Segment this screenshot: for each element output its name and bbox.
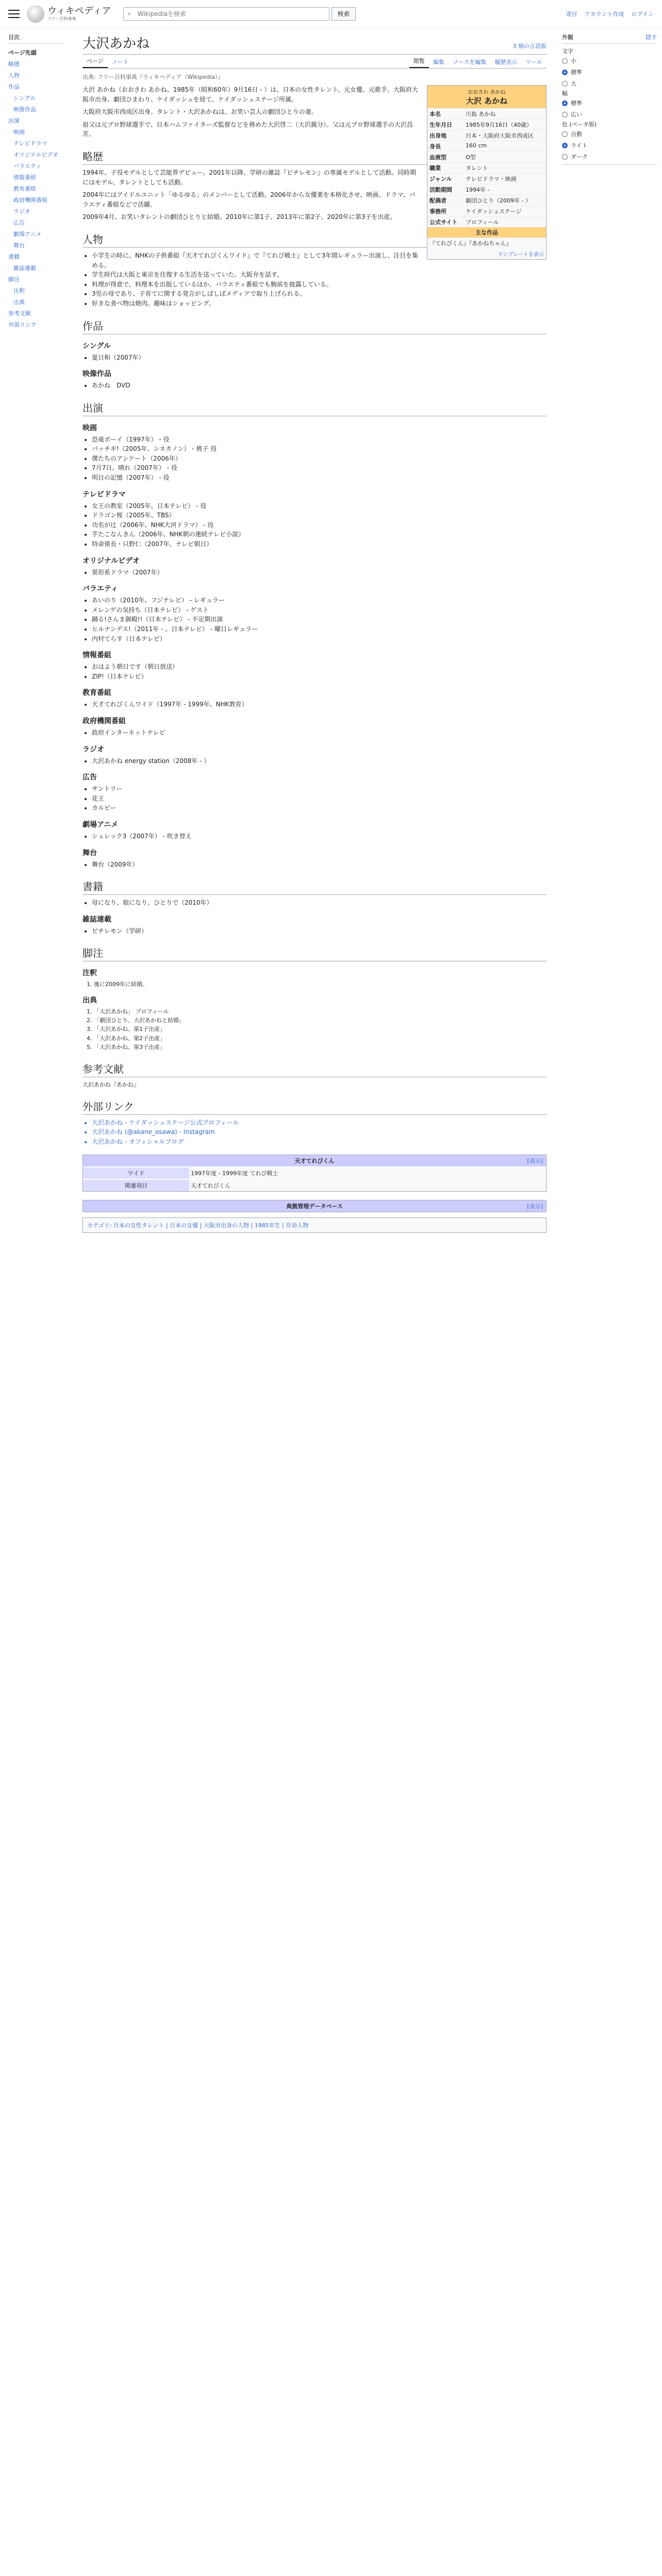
infobox-value: 劇団ひとり（2009年 - ） <box>466 197 531 204</box>
list-item: • 夏日和（2007年） <box>92 353 547 363</box>
bullet-list <box>92 501 547 549</box>
citation-item[interactable]: 5. 「大沢あかね、第3子出産」 <box>94 1043 547 1052</box>
list-item: • 踊る!さんま御殿!!（日本テレビ） - 不定期出演 <box>92 615 547 624</box>
infobox-key: 出身地 <box>429 132 446 139</box>
list-item: • 小学生の時に、NHKの子供番組『天才てれびくんワイド』で『てれび戦士』として3年間レギュラー出演し、注目を集める。 <box>92 251 547 270</box>
list-item: • おはよう朝日です（朝日放送） <box>92 662 547 672</box>
list-item: • 女王の教室（2005年、日本テレビ） - 役 <box>92 501 547 511</box>
subsection-heading: シングル <box>82 342 111 350</box>
list-item: • 舞台（2009年） <box>92 860 547 870</box>
list-item: • あかね DVD <box>92 381 547 391</box>
bullet-list <box>92 435 547 483</box>
list-item: • サントリー <box>92 784 547 794</box>
radio-option[interactable] <box>562 78 657 89</box>
infobox-value: ケイダッシュステージ <box>466 208 522 215</box>
infobox-value: 1985年9月16日（40歳） <box>466 122 532 128</box>
infobox-key: 配偶者 <box>429 197 446 204</box>
infobox-value: 160 cm <box>466 142 487 149</box>
radio-button[interactable] <box>562 143 568 148</box>
option-group-label: 幅 <box>562 90 568 97</box>
bullet-list <box>92 353 547 363</box>
search-form <box>123 7 355 21</box>
tab-read[interactable]: 閲覧 <box>409 55 429 68</box>
infobox-key: 本名 <box>429 111 441 117</box>
radio-button[interactable] <box>562 154 568 160</box>
infobox-row <box>427 119 546 130</box>
list-item: • 天才てれびくんワイド（1997年 - 1999年、NHK教育） <box>92 700 547 709</box>
list-item: • ヒルナンデス!（2011年 - 、日本テレビ） - 曜日レギュラー <box>92 624 547 634</box>
wikipedia-globe-icon <box>27 5 44 23</box>
radio-label: 大 <box>571 80 576 87</box>
bullet-list <box>92 784 547 813</box>
section-heading: 脚注 <box>82 945 547 961</box>
site-logo[interactable] <box>27 5 111 23</box>
toc-section <box>8 33 64 330</box>
tab-edit[interactable]: 編集 <box>433 59 444 65</box>
list-item: • 政府インターネットテレビ <box>92 728 547 738</box>
toc-item[interactable]: 政府機関番組 <box>13 197 47 204</box>
infobox-key: 事務所 <box>429 208 446 215</box>
logo-title: ウィキペディア <box>47 5 111 16</box>
citation-item[interactable]: 2. 「劇団ひとり、大沢あかねと結婚」 <box>94 1016 547 1025</box>
page-tabs <box>82 55 547 69</box>
toc-item[interactable]: 略歴 <box>8 61 20 67</box>
subsection-heading: テレビドラマ <box>82 490 126 499</box>
paragraph: 2009年4月、お笑いタレントの劇団ひとりと結婚。2010年に第1子、2013年に第2子、2020年に第3子を出産。 <box>82 213 396 221</box>
toc-item[interactable]: ページ先頭 <box>8 49 37 56</box>
appearance-panel <box>562 33 657 165</box>
toc-item[interactable]: 劇場アニメ <box>13 231 42 238</box>
list-item: • ドラゴン桜（2005年、TBS） <box>92 511 547 520</box>
reference-text: 大沢あかね『あかね』 <box>82 1081 139 1088</box>
section-heading: 人物 <box>82 231 547 248</box>
toc-sidebar <box>0 28 72 1233</box>
article-body <box>72 28 557 1233</box>
subsection-heading: 注釈 <box>82 969 97 978</box>
header <box>0 0 662 28</box>
bullet-list <box>92 756 547 766</box>
toc-item[interactable]: 情報番組 <box>13 174 36 181</box>
toc-item[interactable]: バラエティ <box>13 163 42 170</box>
list-item: • 7月7日、晴れ（2007年） - 役 <box>92 463 547 473</box>
list-item: • メレンゲの気持ち（日本テレビ） - ゲスト <box>92 605 547 615</box>
toc-item[interactable]: 外部リンク <box>8 321 37 328</box>
infobox-key: 生年月日 <box>429 122 452 128</box>
toc-item[interactable]: 出演 <box>8 117 20 124</box>
language-button[interactable]: 3 個の言語版 <box>512 43 547 49</box>
section-heading: 作品 <box>82 318 547 334</box>
toc-item[interactable]: 人物 <box>8 72 20 79</box>
navbox-title-text: 天才てれびくん <box>294 1158 335 1165</box>
toc-item[interactable]: オリジナルビデオ <box>13 151 59 158</box>
subsection-heading: ラジオ <box>82 745 104 754</box>
subsection-heading: 映像作品 <box>82 370 111 379</box>
tab-tools[interactable]: ツール <box>525 59 542 65</box>
section-heading: 外部リンク <box>82 1098 547 1115</box>
toc-item[interactable]: 脚注 <box>8 276 20 283</box>
intro-paragraph: 大沢 あかね（おおさわ あかね、1985年（昭和60年）9月16日 - ）は、日本の女性タレント、元女優、元歌手。大阪府大阪市出身。劇団ひまわり、ケイダッシュを経て、ケイダッシュステージ所属。 <box>82 86 418 103</box>
radio-option[interactable] <box>562 66 657 78</box>
note-item: 1. 後に2009年に結婚。 <box>94 980 547 989</box>
infobox <box>427 85 547 260</box>
main-menu-icon[interactable] <box>8 10 20 18</box>
section-heading: 出演 <box>82 400 547 416</box>
radio-option[interactable] <box>562 109 657 120</box>
bullet-list <box>92 700 547 709</box>
radio-option[interactable] <box>562 97 657 109</box>
radio-label: ライト <box>571 142 588 149</box>
citation-item[interactable]: 4. 「大沢あかね、第2子出産」 <box>94 1034 547 1043</box>
subsection-heading: 政府機関番組 <box>82 717 126 725</box>
intro-paragraph: 大阪府大阪市西成区出身。タレント・大沢あかねは、お笑い芸人の劇団ひとりの妻。 <box>82 108 318 116</box>
subsection-heading: バラエティ <box>82 585 118 594</box>
radio-label: ダーク <box>571 154 588 160</box>
list-item: • ピチレモン（学研） <box>92 926 547 936</box>
tab-history[interactable]: 履歴表示 <box>494 59 518 65</box>
list-item: • 母になり、娘になり、ひとりで（2010年） <box>92 898 547 908</box>
toc-item[interactable]: 参考文献 <box>8 310 31 317</box>
external-link[interactable]: • 大沢あかね - ケイダッシュステージ公式プロフィール <box>92 1118 547 1128</box>
radio-label: 小 <box>571 58 576 64</box>
infobox-kana: おおさわ あかね <box>468 90 506 95</box>
infobox-value: テレビドラマ・映画 <box>466 176 517 182</box>
infobox-row <box>427 173 546 184</box>
infobox-key: 身長 <box>429 143 441 150</box>
radio-label: 標準 <box>571 100 582 107</box>
list-item: • 明日の記憶（2007年） - 役 <box>92 473 547 483</box>
subsection-heading: 雑誌連載 <box>82 915 111 924</box>
option-group-label: 色 (ベータ版) <box>562 121 597 128</box>
list-item: • 学生時代は大阪と東京を往復する生活を送っていた。大阪弁を話す。 <box>92 270 547 280</box>
list-item: • 花王 <box>92 794 547 804</box>
logo-subtitle: フリー百科事典 <box>47 16 76 21</box>
toc-item[interactable]: 出典 <box>13 299 25 306</box>
radio-option[interactable] <box>562 151 657 162</box>
section-heading: 書籍 <box>82 878 547 895</box>
infobox-key: 職業 <box>429 165 441 172</box>
list-item: • 3児の母であり、子育てに関する発言がしばしばメディアで取り上げられる。 <box>92 289 547 299</box>
donate-link[interactable]: 寄付 <box>566 10 577 18</box>
infobox-key: 血液型 <box>429 154 446 161</box>
paragraph: 1994年、子役モデルとして芸能界デビュー。2001年以降、学研の雑誌『ピチレモン』の専属モデルとして活動。同時期にはモデル、タレントとしても活動。 <box>82 168 417 186</box>
search-button[interactable]: 検索 <box>332 7 355 21</box>
navbox <box>82 1155 547 1192</box>
bullet-list <box>92 1118 547 1147</box>
navbox-list[interactable]: 天才てれびくん <box>189 1180 546 1191</box>
infobox-row <box>427 216 546 227</box>
list-item: • パッチギ!（2005年、シネカノン） - 桃子 役 <box>92 444 547 454</box>
bullet-list <box>92 728 547 738</box>
radio-button[interactable] <box>562 81 568 87</box>
page-title-bar <box>82 33 547 55</box>
toc-item[interactable]: ラジオ <box>13 208 30 215</box>
panel-title <box>562 33 657 44</box>
panel-title-text: 外観 <box>562 34 573 41</box>
list-item: • 料理が得意で、料理本を出版しているほか、バラエティ番組でも腕前を披露している。 <box>92 280 547 290</box>
list-item: • 異形系ドラマ（2007年） <box>92 568 547 578</box>
navbox-toggle[interactable]: [表示] <box>527 1203 543 1210</box>
infobox-key: 活動期間 <box>429 187 452 193</box>
radio-label: 自動 <box>571 131 582 138</box>
bullet-list <box>92 860 547 870</box>
panel-hide-button[interactable]: 隠す <box>646 34 657 41</box>
subsection-heading: 情報番組 <box>82 651 111 660</box>
infobox-row <box>427 141 546 151</box>
site-sub: 出典: フリー百科事典『ウィキペディア（Wikipedia）』 <box>82 74 224 80</box>
external-link[interactable]: • 大沢あかね (@akane_osawa) - Instagram <box>92 1127 547 1137</box>
list-item: • 芋たこなんきん（2006年、NHK朝の連続テレビ小説） <box>92 530 547 539</box>
bullet-list <box>92 568 547 578</box>
navbox-title <box>83 1155 546 1166</box>
tab-edit-source[interactable]: ソースを編集 <box>452 59 487 65</box>
citation-item[interactable]: 1. 「大沢あかね」 プロフィール <box>94 1007 547 1016</box>
bullet-list <box>92 596 547 643</box>
toc-item[interactable]: 映像作品 <box>13 106 36 113</box>
infobox-value: 川島 あかね <box>466 111 496 117</box>
infobox-row <box>427 206 546 216</box>
infobox-row <box>427 130 546 141</box>
bullet-list <box>92 926 547 936</box>
toc-title: 目次 <box>8 33 64 44</box>
infobox-key: 公式サイト <box>429 219 458 226</box>
navbox-list[interactable]: 1997年度 - 1999年度 てれび戦士 <box>189 1167 546 1179</box>
radio-label: 広い <box>571 111 582 118</box>
radio-button[interactable] <box>562 58 568 64</box>
infobox-works-header: 主な作品 <box>427 227 546 238</box>
intro-paragraph: 祖父は元プロ野球選手で、日本ハムファイターズ監督などを務めた大沢啓二（大沢親分）。父は元プロ野球選手の大沢昌芳。 <box>82 121 413 138</box>
infobox-name: 大沢 あかね <box>466 96 508 106</box>
create-account-link[interactable]: アカウント作成 <box>584 10 624 18</box>
toc-item[interactable]: 映画 <box>13 129 25 135</box>
tools-sidebar <box>557 28 662 1233</box>
infobox-value: プロフィール <box>466 219 499 226</box>
toc-item[interactable]: 教育番組 <box>13 185 36 192</box>
radio-button[interactable] <box>562 131 568 137</box>
infobox-row <box>427 108 546 119</box>
infobox-row <box>427 184 546 195</box>
infobox-row <box>427 195 546 206</box>
option-group-label: 文字 <box>562 48 573 55</box>
navbox-row <box>83 1166 546 1179</box>
infobox-row <box>427 151 546 162</box>
infobox-value: O型 <box>466 154 476 161</box>
subsection-heading: 映画 <box>82 423 97 432</box>
tab-talk[interactable]: ノート <box>111 59 129 65</box>
toc-item[interactable]: シングル <box>13 95 36 101</box>
radio-option[interactable] <box>562 140 657 151</box>
list-item: • 好きな食べ物は焼肉。趣味はショッピング。 <box>92 299 547 309</box>
list-item: • 特命係長・只野仁（2007年、テレビ朝日） <box>92 539 547 549</box>
radio-option[interactable] <box>562 128 657 140</box>
search-icon: ⌕ <box>127 10 131 17</box>
bullet-list <box>92 662 547 681</box>
toc-item[interactable]: 雑誌連載 <box>13 265 36 272</box>
navbox-group: ワイド <box>83 1167 189 1179</box>
navbox-group: 関連項目 <box>83 1180 189 1191</box>
radio-option[interactable] <box>562 55 657 66</box>
toc-item[interactable]: 書籍 <box>8 253 20 260</box>
section-heading: 略歴 <box>82 148 547 165</box>
section-heading: 参考文献 <box>82 1061 547 1077</box>
infobox-works: 『てれびくん』『あかねちゃん』 <box>429 240 512 247</box>
subsection-heading: 教育番組 <box>82 689 111 698</box>
list-item: • 大沢あかね energy station（2008年 - ） <box>92 756 547 766</box>
subsection-heading: オリジナルビデオ <box>82 556 140 565</box>
infobox-value: タレント <box>466 165 488 172</box>
infobox-value: 日本・大阪府大阪市西成区 <box>466 132 534 139</box>
citation-list <box>94 1007 547 1051</box>
navbox-title-text: 典拠管理データベース <box>286 1203 343 1210</box>
bullet-list <box>92 381 547 391</box>
user-links <box>566 10 654 18</box>
infobox-row <box>427 162 546 173</box>
list-item: • 僕たちのアンケート（2006年） <box>92 454 547 464</box>
toc-item[interactable]: 作品 <box>8 83 20 90</box>
toc-item[interactable]: 舞台 <box>13 242 25 249</box>
note-list <box>94 980 547 989</box>
subsection-heading: 広告 <box>82 773 97 782</box>
radio-button[interactable] <box>562 112 568 117</box>
infobox-value: 1994年 - <box>466 187 490 193</box>
radio-button[interactable] <box>562 100 568 106</box>
login-link[interactable]: ログイン <box>631 10 654 18</box>
external-link[interactable]: • 大沢あかね - オフィシャルブログ <box>92 1137 547 1147</box>
bullet-list <box>92 898 547 908</box>
list-item: • 功名が辻（2006年、NHK大河ドラマ） - 役 <box>92 520 547 530</box>
template-link[interactable]: テンプレートを表示 <box>498 252 544 258</box>
navbox-toggle[interactable]: [表示] <box>527 1158 543 1165</box>
list-item: • シュレック3（2007年） - 吹き替え <box>92 832 547 841</box>
list-item: • カルビー <box>92 803 547 813</box>
radio-button[interactable] <box>562 70 568 75</box>
infobox-key: ジャンル <box>429 176 452 182</box>
search-input[interactable] <box>123 7 329 21</box>
toc-item[interactable]: 注釈 <box>13 287 25 294</box>
navbox-row <box>83 1179 546 1191</box>
navbox <box>82 1200 547 1212</box>
list-item: • ZIP!（日本テレビ） <box>92 672 547 682</box>
toc-item[interactable]: 広告 <box>13 219 25 226</box>
paragraph: 2004年にはアイドルユニット「ゆるゆる」のメンバーとして活動。2006年から女優業を本格化させ、映画、ドラマ、バラエティ番組などで活躍。 <box>82 191 416 208</box>
list-item: • 内村てらす（日本テレビ） <box>92 634 547 644</box>
radio-label: 標準 <box>571 69 582 76</box>
bullet-list <box>92 832 547 841</box>
list-item: • あいのり（2010年、フジテレビ） - レギュラー <box>92 596 547 605</box>
subsection-heading: 出典 <box>82 996 97 1005</box>
page-title: 大沢あかね <box>82 36 150 52</box>
toc-item[interactable]: テレビドラマ <box>13 140 47 147</box>
tab-page[interactable]: ページ <box>82 55 108 68</box>
category-links[interactable]: カテゴリ: 日本の女性タレント | 日本の女優 | 大阪市出身の人物 | 1985年生 | 存命人物 <box>82 1217 547 1233</box>
navbox-title <box>83 1200 546 1212</box>
citation-item[interactable]: 3. 「大沢あかね、第1子出産」 <box>94 1025 547 1033</box>
subsection-heading: 舞台 <box>82 849 97 857</box>
subsection-heading: 劇場アニメ <box>82 820 119 829</box>
list-item: • 恐竜ボーイ（1997年） - 役 <box>92 435 547 445</box>
